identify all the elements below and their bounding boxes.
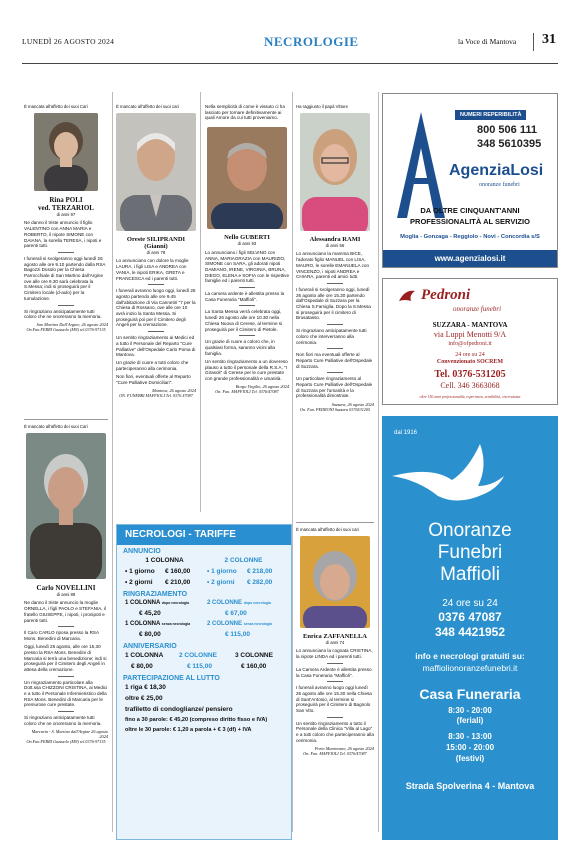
tariff-label: 2 COLONNE: [207, 600, 243, 606]
obituary-text: La camera ardente è allestita presso la Casa Funeraria "Maffioli".: [205, 291, 285, 302]
tariff-price: € 80,00: [131, 663, 153, 670]
obituary-caption: È mancato all'affetto dei suoi cari: [116, 104, 179, 109]
funeral-home-signature: On.Fun.FERRI Gazzuolo (MN) tel.0376-97135: [26, 327, 106, 333]
newspaper-name: la Voce di Mantova: [458, 37, 517, 46]
pedroni-footer: oltre 150 anni professionalità, esperienza, sensibilità, riservatezza: [419, 395, 521, 399]
tariff-note: dopo necrologia: [243, 601, 271, 605]
maffioli-title: Funebri: [437, 542, 503, 563]
losi-brand: AgenziaLosi: [449, 162, 544, 179]
losi-towns: Moglia - Gonzaga - Reggiolo - Novi - Concordia s/S: [400, 234, 540, 240]
tariffs-section-ringraziamento: RINGRAZIAMENTO: [123, 591, 188, 598]
tariff-note: senza necrologia: [243, 622, 273, 626]
tariff-line: oltre € 25,00: [125, 695, 163, 702]
deceased-age: di anni 74: [325, 639, 345, 645]
deceased-name: Enrica ZAFFANELLA: [303, 632, 367, 640]
obituary-text: Un ringraziamento particolare alla Dott.ssa CHIZZONI CRISTINA, ai Medici e a tutto il Personale Infermieristico della RSA Mons. Benedini di Marcaria per le premurose cure prestate.: [24, 679, 108, 708]
maffioli-casa-funeraria: Casa Funeraria: [419, 686, 521, 702]
tariff-line: fino a 30 parole: € 45,20 (compreso diritto fisso e IVA): [125, 717, 268, 723]
tariff-column-head: 1 COLONNA: [145, 557, 184, 564]
page-header: [22, 22, 558, 64]
deceased-name: Oreste SILIPRANDI: [126, 235, 186, 243]
tariff-price: € 218,00: [247, 568, 273, 575]
tariff-label: • 2 giorni: [125, 579, 153, 586]
tariff-label: 1 COLONNA: [125, 621, 161, 627]
pedroni-phone: Tel. 0376-531205: [434, 369, 506, 380]
column-divider: [112, 92, 113, 832]
obituary-text: La Camera Ardente è allestita presso la Casa Funeraria "Maffioli".: [296, 666, 372, 678]
maffioli-hours-label: (feriali): [456, 716, 484, 725]
obituary-text: Un sentito ringraziamento a un dovereso plauso a tutto il personale della R.S.A. "I Girasoli" di Cerese per le cure prestate con grande professionalità e umanità.: [205, 358, 288, 381]
maffioli-since: dal 1916: [394, 430, 418, 436]
tariff-price: € 160,00: [241, 663, 267, 670]
obituary-text: Si ringraziano anticipatamente tutti coloro che ne onoreranno la memoria.: [24, 715, 102, 726]
obituary-rami: [296, 104, 374, 412]
tariff-label: • 1 giorno: [207, 568, 237, 575]
deceased-age: di anni 89: [56, 591, 76, 597]
obituary-text: I funerali avranno luogo oggi lunedì 26 agosto alle ore 15.30 nella Chiesa di Sant'Antonio, al termine si proseguirà per il Cimitero di Bagnolo San Vito.: [296, 685, 372, 714]
tariff-note: dopo necrologia: [161, 601, 190, 605]
column-divider: [292, 92, 293, 832]
tariff-column-head: 2 COLONNE: [224, 557, 263, 564]
obituary-text: La Santa Messa verrà celebrata oggi, lunedì 26 agosto alle ore 10.30 nella Chiesa Nuova di Cerese, al termine si proseguirà per il Cimitero di Pietole.: [205, 309, 283, 332]
tariff-label: • 1 giorno: [125, 568, 155, 575]
tariff-price: € 45,20: [139, 610, 161, 617]
tariff-label: 2 COLONNE: [179, 652, 217, 659]
maffioli-hours: 24 ore su 24: [442, 598, 498, 609]
tariff-label: • 2 giorni: [207, 579, 235, 586]
portrait-photo: [300, 536, 370, 628]
deceased-nickname: (Gianni): [144, 242, 168, 250]
losi-logo: [393, 108, 449, 222]
deceased-name: Rina POLI: [49, 195, 83, 204]
obituary-zaffanella: [296, 522, 374, 756]
maffioli-phone: 0376 47087: [438, 610, 502, 624]
tariffs-title: NECROLOGI - TARIFFE: [117, 525, 291, 545]
section-title: NECROLOGIE: [264, 34, 359, 49]
obituary-text: Si ringraziano anticipatamente tutti coloro che ne onoreranno la memoria.: [24, 308, 102, 320]
tariff-label: 2 COLONNE: [207, 621, 243, 627]
obituary-text: I funerali si svolgeranno oggi lunedì 26 agosto alle ore 9.10 partendo dalla RSA Bagozzi Dosolo per la Chiesa Parrocchiale di San Martino dall'Argine ove alle ore 9.30 sarà celebrata la S.Messa; indi si proseguirà per il Cimitero locale (d-aulo) per la tumulazione.: [24, 255, 106, 301]
obituary-text: Lo annunciano la mamma BICE, l'adorato figlio MANUEL con LISA, MAURO, le sorelle EMANUELA con VINCENZO, i nipoti ANDREA e CHIARA, parenti ed amici tutti.: [296, 251, 370, 280]
obituary-guberti: [205, 104, 289, 394]
losi-subtitle: onoranze funebri: [479, 182, 520, 188]
tariff-line: oltre le 30 parole: € 1,20 a parola + € 3 (df) + IVA: [125, 727, 252, 733]
maffioli-hours-holiday: 15:00 - 20:00: [445, 743, 495, 752]
funeral-home-signature: On. Fun. PEDRONI Suzzara 0376531205: [299, 406, 371, 412]
maffioli-phone: 348 4421952: [434, 625, 506, 639]
tariffs-section-anniversario: ANNIVERSARIO: [123, 643, 177, 650]
pedroni-mobile: Cell. 346 3663068: [440, 381, 500, 390]
maffioli-address: Strada Spolverina 4 - Mantova: [405, 781, 535, 791]
deceased-age: di anni 56: [325, 242, 345, 248]
obituary-intro: Nella semplicità di come è vissuto ci ha lasciato per tornare definitivamente ai quali Amore da cui tutti proveniamo.: [205, 104, 285, 121]
maffioli-info: info e necrologi gratuiti su:: [415, 651, 525, 661]
maffioli-hours-holiday: 8:30 - 13:00: [448, 732, 492, 741]
obituary-place: Suzzara, 26 agosto 2024: [331, 401, 374, 407]
obituary-caption: È mancata all'affetto dei suoi Cari: [24, 104, 88, 109]
pedroni-email[interactable]: info@ofpedroni.it: [448, 341, 492, 347]
funeral-home-signature: On.Fun.FERRI Gazzuolo (MN) tel.0376-97135: [26, 739, 106, 745]
funeral-home-signature: On. Fun. MAFFIOLI Tel. 0376/47087: [303, 751, 367, 757]
obituary-text: Un grazie di cuore a tutti coloro che parteciperanno alla cerimonia.: [116, 360, 189, 372]
tariff-price: € 160,00: [165, 568, 191, 575]
tariffs-section-annuncio: ANNUNCIO: [123, 548, 161, 555]
pedroni-city: SUZZARA - MANTOVA: [432, 321, 508, 329]
portrait-photo: [26, 433, 106, 579]
obituary-text: Lo annunciano la cognata CRISTINA, la nipote LINDA ed i parenti tutti.: [296, 648, 373, 660]
maffioli-hours-weekday: 8:30 - 20:00: [448, 706, 492, 715]
column-divider: [378, 92, 379, 832]
portrait-photo: [300, 113, 370, 231]
issue-date: LUNEDÌ 26 AGOSTO 2024: [22, 37, 115, 46]
obituary-text: I funerali si svolgeranno oggi, lunedì 26 agosto alle ore 15.30 partendo dall'Ospedale di Suzzara per la Chiesa S.Famiglia. Dopo la S.Messa si proseguirà per il cimitero di Brusatasso.: [296, 286, 371, 321]
tariff-label: 1 COLONNA: [125, 600, 161, 606]
funeral-home-signature: ON. FUNEBRI MAFFIOLI Tel. 0376 47087: [119, 393, 193, 399]
column-divider: [200, 92, 201, 512]
losi-phone: 800 506 111: [477, 124, 537, 136]
tariff-price: € 115,00: [225, 631, 250, 638]
portrait-photo: [116, 113, 196, 231]
dove-icon: [397, 287, 417, 309]
obituary-text: Il Caro CARLO riposa presso la RSA Mons. Benedini di Marcaria.: [24, 630, 99, 641]
pedroni-address: via Luppi Menotti 9/A: [433, 330, 507, 339]
losi-phone: 348 5610395: [477, 138, 542, 150]
obituary-siliprandi: [116, 104, 196, 398]
obituary-text: Non fiori, eventuali offerte al Reparto "Cure Palliative Domiciliari".: [116, 374, 191, 386]
funeral-home-signature: On. Fun. MAFFIOLI Tel. 0376/47087: [215, 389, 279, 395]
tariff-line: trafiletto di condoglianze/ pensiero: [125, 706, 233, 713]
obituary-caption: Ha raggiunto il papà Vittore: [296, 104, 348, 109]
tariff-line: 1 riga € 18,30: [125, 684, 166, 691]
obituary-text: Non fiori ma eventuali offerte al Reparto Cure Palliative dell'Ospedale di Suzzara.: [296, 352, 373, 369]
tariff-label: 3 COLONNE: [235, 652, 273, 659]
pedroni-brand: Pedroni: [421, 287, 471, 303]
pedroni-socrem: Convenzionato SOCREM: [436, 359, 504, 365]
ad-agenzia-losi: [382, 93, 558, 268]
deceased-age: di anni 93: [237, 241, 257, 247]
obituary-novellini: [24, 419, 108, 744]
obituary-text: Un sentito ringraziamento a tutto il Personale della Clinica "Villa al Lago" e a tutti coloro che parteciperanno alla cerimonia.: [296, 720, 374, 743]
maffioli-website[interactable]: maffiolionoranzefunebri.it: [422, 663, 518, 673]
tariff-price: € 115,00: [187, 663, 212, 670]
obituary-text: Lo annunciano con dolore la moglie LAURA, i figli LISA e ANDREA con VANIA, le nipoti ERIKA, GRETA e FRANCESCA ed i parenti tutti.: [116, 258, 189, 281]
obituary-place: Mantova, 26 agosto 2024: [152, 388, 196, 394]
obituary-text: I funerali avranno luogo oggi, lunedì 26 agosto partendo alle ore 9.45 dall'abitazione di Via Cannetiri "7 per la Chiesa di Rossano, ove alle ore 10 avrà inizio la Santa Messa. Si proseguirà poi per il Cimitero degli Angeli per la cremazione.: [116, 288, 196, 328]
obituary-text: Si ringraziano anticipatamente tutti coloro che interverranno alla cerimonia.: [296, 328, 367, 345]
dove-icon: [388, 436, 508, 532]
portrait-photo: [207, 127, 287, 229]
tariff-label: 1 COLONNA: [125, 652, 164, 659]
losi-tagline: PROFESSIONALITÀ AL SERVIZIO: [410, 217, 530, 226]
obituary-place: Borgo Virgilio, 26 agosto 2024: [235, 384, 289, 390]
tariff-price: € 282,00: [247, 579, 273, 586]
maffioli-hours-label: (festivi): [455, 754, 485, 763]
ad-maffioli: [382, 416, 558, 840]
deceased-age: di anni 97: [56, 211, 76, 217]
deceased-name-suffix: ved. TERZARIOL: [38, 203, 94, 212]
losi-website[interactable]: www.agenzialosi.it: [383, 250, 557, 267]
obituary-text: Ne danno il triste annuncio la moglie ORNELLA, i figli PAOLO e STEFANIA, il fratello GIUSEPPE, i nipoti, i pronipoti e parenti tutti.: [24, 600, 106, 623]
obituary-text: Un sentito ringraziamento ai Medici ed a tutto il Personale del Reparto "Cure Palliative" dell'Ospedale Carlo Poma di Mantova.: [116, 335, 196, 358]
tariff-price: € 80,00: [139, 631, 161, 638]
deceased-name: Nello GUBERTI: [224, 234, 270, 242]
obituary-text: Oggi, lunedì 26 agosto, alle ore 15,30 presso la RSA Mons. Benedini di Marcaria si terrà una benedizione; indi si proseguirà per il Cimitero degli Angeli in attesa della cremazione.: [24, 644, 107, 672]
obituary-place: San Martino Dall'Argine, 26 agosto 2024: [36, 322, 108, 328]
obituary-text: Ne danno il triste annuncio il figlio VALENTINO con ANNA MARIA e ROBERTO, il nipote SIMONE con DAIANA, la sorella TERESA, i nipoti e parenti tutti.: [24, 220, 102, 249]
obituary-poli: [24, 104, 108, 332]
header-divider: [533, 33, 534, 51]
losi-reperibilita: NUMERI REPERIBILITÀ: [455, 110, 526, 120]
tariffs-section-lutto: PARTECIPAZIONE AL LUTTO: [123, 675, 220, 682]
pedroni-hours: 24 ore su 24: [455, 352, 485, 358]
tariffs-box: [116, 524, 292, 840]
tariff-note: senza necrologia: [161, 622, 191, 626]
portrait-photo: [34, 113, 98, 191]
tariff-price: € 67,00: [225, 610, 247, 617]
maffioli-title: Onoranze: [428, 520, 512, 541]
deceased-name: Carlo NOVELLINI: [36, 583, 96, 592]
deceased-age: di anni 78: [146, 249, 166, 255]
obituary-place: Porto Mantovano, 26 agosto 2024: [314, 746, 374, 752]
ad-pedroni: [382, 278, 558, 405]
obituary-place: Marcaria - S. Martino dall'Argine 26 agosto 2024: [31, 729, 108, 740]
losi-tagline: DA OLTRE CINQUANT'ANNI: [420, 206, 520, 215]
obituary-text: Un particolare ringraziamento al Reparto Cure Palliative dell'Ospedale di Suzzara per l'umanità e la professionalità dimostrate.: [296, 376, 373, 399]
obituary-text: Lo annunciano i figli SELVINO con ANNA, MARIAGRAZIA con MAURIZIO, SIMONE con SARA, gli adorati nipoti DAMIANO, IRENE, VIRGINIA, BRUNA, DIEGO, ELENA e SOFIA con le rispettive famiglie ed i parenti tutti.: [205, 249, 289, 284]
maffioli-title: Maffioli: [440, 564, 500, 585]
pedroni-subtitle: onoranze funebri: [453, 305, 502, 313]
obituary-text: Un grazie di cuore a coloro che, in qualsiasi forma, saranno vicini alla famiglia.: [205, 339, 275, 356]
deceased-name: Alessandra RAMI: [309, 235, 361, 243]
page-number: 31: [542, 32, 556, 47]
obituary-caption: È mancata all'affetto dei suoi cari: [296, 527, 359, 532]
tariff-price: € 210,00: [165, 579, 191, 586]
obituary-caption: È mancato all'affetto dei suoi Cari: [24, 424, 88, 429]
